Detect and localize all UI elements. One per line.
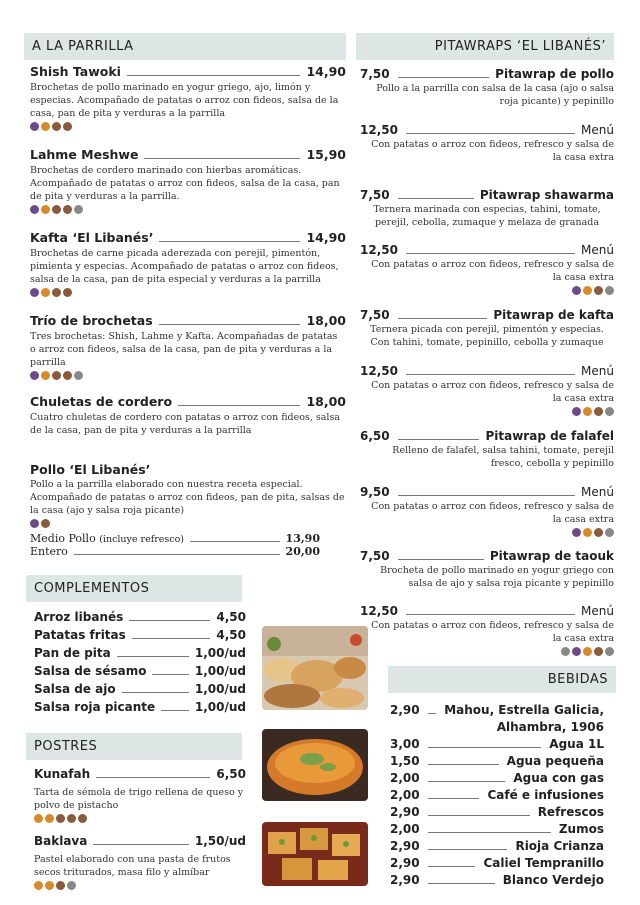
option-label: Medio Pollo [30, 532, 96, 545]
item-price: 1,50 [390, 754, 420, 768]
section-header-parrilla [24, 33, 346, 60]
section-title: PITAWRAPS ‘EL LIBANÉS’ [434, 39, 606, 54]
item-price: 2,90 [390, 703, 420, 717]
item-price: 7,50 [360, 308, 390, 322]
allergen-icon [30, 205, 39, 214]
allergen-icon [30, 519, 39, 528]
menu-item [30, 64, 346, 131]
list-item [390, 737, 604, 754]
allergen-icons [360, 407, 614, 416]
item-price: 2,90 [390, 873, 420, 887]
allergen-icon [41, 288, 50, 297]
item-price: 18,00 [306, 313, 346, 328]
allergen-icon [41, 371, 50, 380]
item-price: 2,90 [390, 805, 420, 819]
item-price: 4,50 [216, 610, 246, 624]
allergen-icons [30, 205, 346, 214]
list-item [390, 856, 604, 873]
option-note: (incluye refresco) [99, 534, 185, 545]
menu-description: Con patatas o arroz con fideos, refresco y salsa de la casa extra [371, 501, 614, 525]
menu-label: Menú [581, 604, 614, 618]
list-item [390, 873, 604, 890]
allergen-icon [74, 371, 83, 380]
menu-label: Menú [581, 485, 614, 499]
item-price: 4,50 [216, 628, 246, 642]
allergen-icon [34, 881, 43, 890]
allergen-icon [572, 286, 581, 295]
item-name: Pollo ‘El Libanés’ [30, 462, 151, 477]
allergen-icon [30, 371, 39, 380]
allergen-icon [63, 205, 72, 214]
allergen-icon [30, 288, 39, 297]
allergen-icon [583, 407, 592, 416]
allergen-icon [572, 647, 581, 656]
allergen-icon [63, 371, 72, 380]
pitawrap-item [360, 429, 614, 470]
allergen-icon [67, 881, 76, 890]
list-item [390, 839, 604, 856]
allergen-icon [583, 286, 592, 295]
allergen-icon [56, 814, 65, 823]
menu-price: 12,50 [360, 123, 398, 137]
allergen-icon [63, 288, 72, 297]
item-price: 7,50 [360, 67, 390, 81]
menu-price: 12,50 [360, 604, 398, 618]
section-header-postres [26, 733, 242, 760]
allergen-icons [30, 371, 346, 380]
allergen-icons [34, 881, 246, 890]
list-item [390, 703, 604, 720]
item-description: Tarta de sémola de trigo rellena de queso y polvo de pistacho [34, 787, 244, 811]
allergen-icons [360, 528, 614, 537]
menu-item [30, 230, 346, 297]
pitawrap-item [360, 308, 614, 349]
pitawrap-menu [360, 243, 614, 295]
allergen-icon [52, 288, 61, 297]
section-header-pitawraps [356, 33, 614, 60]
menu-description: Con patatas o arroz con fideos, refresco y salsa de la casa extra [371, 380, 614, 404]
item-name: Kafta ‘El Libanés’ [30, 230, 154, 245]
allergen-icon [63, 122, 72, 131]
item-price: 2,00 [390, 771, 420, 785]
allergen-icons [360, 286, 614, 295]
allergen-icon [45, 881, 54, 890]
item-price: 1,00/ud [194, 700, 246, 714]
item-name: Salsa de sésamo [34, 664, 147, 678]
allergen-icon [67, 814, 76, 823]
item-name: Pitawrap shawarma [479, 188, 614, 202]
menu-item [30, 313, 346, 380]
allergen-icon [594, 528, 603, 537]
item-price: 1,50/ud [194, 834, 246, 848]
allergen-icon [605, 286, 614, 295]
allergen-icon [572, 528, 581, 537]
item-name: Zumos [558, 822, 604, 836]
item-description: Brocheta de pollo marinado en yogur griego con salsa de ajo y salsa roja picante y pepinillo [380, 565, 614, 589]
menu-price: 9,50 [360, 485, 390, 499]
pitawrap-item [360, 67, 614, 108]
allergen-icon [594, 407, 603, 416]
item-price: 2,00 [390, 788, 420, 802]
pollo-option [30, 545, 320, 558]
list-item [34, 834, 246, 852]
complementos-list [34, 610, 246, 718]
item-description: Pollo a la parrilla elaborado con nuestra receta especial. Acompañado de patatas o arroz con fideos, pan de pita, salsas de la casa (ajo y salsa roja picante) [30, 479, 345, 516]
allergen-icons [30, 288, 346, 297]
allergen-icon [56, 881, 65, 890]
item-name: Rioja Crianza [515, 839, 604, 853]
item-name: Pitawrap de pollo [495, 67, 614, 81]
list-item [390, 754, 604, 771]
allergen-icon [30, 122, 39, 131]
item-name: Refrescos [537, 805, 604, 819]
section-title: COMPLEMENTOS [34, 581, 150, 596]
item-price: 6,50 [360, 429, 390, 443]
menu-description: Con patatas o arroz con fideos, refresco y salsa de la casa extra [371, 620, 614, 644]
allergen-icon [594, 647, 603, 656]
item-name: Baklava [34, 834, 88, 848]
item-price: 14,90 [306, 64, 346, 79]
allergen-icon [52, 371, 61, 380]
section-header-complementos [26, 575, 242, 602]
list-item-continuation [390, 720, 604, 737]
item-name: Pan de pita [34, 646, 111, 660]
allergen-icon [45, 814, 54, 823]
item-name: Patatas fritas [34, 628, 126, 642]
pitawrap-menu [360, 604, 614, 656]
item-price: 1,00/ud [194, 682, 246, 696]
item-name: Caliel Tempranillo [483, 856, 604, 870]
list-item [34, 628, 246, 646]
allergen-icon [34, 814, 43, 823]
item-description: Relleno de falafel, salsa tahini, tomate, perejil fresco, cebolla y pepinillo [392, 445, 614, 469]
menu-label: Menú [581, 364, 614, 378]
item-name: Café e infusiones [487, 788, 604, 802]
item-price: 1,00/ud [194, 664, 246, 678]
item-price: 3,00 [390, 737, 420, 751]
allergen-icon [74, 205, 83, 214]
menu-label: Menú [581, 123, 614, 137]
food-photo-kunafah [262, 729, 368, 801]
item-description: Pastel elaborado con una pasta de frutos secos triturados, masa filo y almíbar [34, 854, 231, 878]
food-photo-baklava [262, 822, 368, 886]
list-item [390, 771, 604, 788]
menu-price: 12,50 [360, 243, 398, 257]
list-item [390, 822, 604, 839]
menu-item [30, 462, 346, 558]
item-price: 15,90 [306, 147, 346, 162]
item-price: 14,90 [306, 230, 346, 245]
item-name: Shish Tawoki [30, 64, 121, 79]
option-price: 13,90 [285, 532, 320, 545]
item-name: Arroz libanés [34, 610, 124, 624]
item-description: Brochetas de pollo marinado en yogur griego, ajo, limón y especias. Acompañado de patatas o arroz con fideos, salsa de la casa, pan de pita y verduras a la parrilla [30, 82, 339, 119]
item-price: 2,00 [390, 822, 420, 836]
item-description: Ternera picada con perejil, pimentón y especias. Con tahini, tomate, pepinillo, cebolla y zumaque [370, 324, 604, 348]
postre-item [34, 767, 246, 823]
allergen-icon [41, 519, 50, 528]
allergen-icon [583, 528, 592, 537]
allergen-icon [41, 205, 50, 214]
item-price: 18,00 [306, 394, 346, 409]
pitawrap-item [360, 188, 614, 229]
menu-item [30, 394, 346, 437]
item-name: Mahou, Estrella Galicia, [444, 703, 604, 717]
allergen-icon [78, 814, 87, 823]
item-name: Agua con gas [513, 771, 604, 785]
section-header-bebidas [388, 666, 616, 693]
item-description: Ternera marinada con especias, tahini, tomate, perejil, cebolla, zumaque y melaza de granada [373, 204, 601, 228]
allergen-icon [41, 122, 50, 131]
section-title: POSTRES [34, 739, 98, 754]
menu-description: Con patatas o arroz con fideos, refresco y salsa de la casa extra [371, 259, 614, 283]
list-item [34, 700, 246, 718]
menu-description: Con patatas o arroz con fideos, refresco y salsa de la casa extra [371, 139, 614, 163]
section-title: BEBIDAS [547, 672, 608, 687]
item-name: Lahme Meshwe [30, 147, 139, 162]
item-name: Chuletas de cordero [30, 394, 173, 409]
allergen-icon [605, 407, 614, 416]
allergen-icon [605, 647, 614, 656]
item-description: Brochetas de cordero marinado con hierbas aromáticas. Acompañado de patatas o arroz con fideos, salsa de la casa, pan de pita y verduras a la parrilla. [30, 165, 340, 202]
item-name: Blanco Verdejo [502, 873, 604, 887]
item-name: Alhambra, 1906 [496, 720, 604, 734]
allergen-icons [360, 647, 614, 656]
menu-item [30, 147, 346, 214]
item-name: Trío de brochetas [30, 313, 153, 328]
section-title: A LA PARRILLA [32, 39, 134, 54]
allergen-icon [52, 205, 61, 214]
allergen-icon [605, 528, 614, 537]
list-item [390, 788, 604, 805]
pitawrap-menu [360, 485, 614, 537]
item-name: Salsa roja picante [34, 700, 156, 714]
allergen-icon [583, 647, 592, 656]
pitawrap-menu [360, 364, 614, 416]
allergen-icon [561, 647, 570, 656]
item-description: Brochetas de carne picada aderezada con perejil, pimentón, pimienta y especias. Acompañado de patatas o arroz con fideos, salsa de la casa, pan de pita especial y verduras a la parrilla [30, 248, 339, 285]
item-name: Kunafah [34, 767, 91, 781]
item-price: 1,00/ud [194, 646, 246, 660]
list-item [34, 610, 246, 628]
list-item [34, 664, 246, 682]
item-description: Cuatro chuletas de cordero con patatas o arroz con fideos, salsa de la casa, pan de pita y verduras a la parrilla [30, 412, 341, 436]
item-name: Agua pequeña [506, 754, 604, 768]
allergen-icons [30, 519, 346, 528]
item-price: 7,50 [360, 549, 390, 563]
bebidas-list [390, 703, 604, 890]
menu-label: Menú [581, 243, 614, 257]
item-price: 7,50 [360, 188, 390, 202]
list-item [34, 682, 246, 700]
item-price: 2,90 [390, 839, 420, 853]
allergen-icon [594, 286, 603, 295]
list-item [390, 805, 604, 822]
item-description: Tres brochetas: Shish, Lahme y Kafta. Acompañadas de patatas o arroz con fideos, salsa de la casa, pan de pita y verduras a la parrilla [30, 331, 338, 368]
item-name: Pitawrap de kafta [493, 308, 614, 322]
item-price: 2,90 [390, 856, 420, 870]
item-description: Pollo a la parrilla con salsa de la casa (ajo o salsa roja picante) y pepinillo [376, 83, 614, 107]
item-name: Agua 1L [549, 737, 604, 751]
menu-price: 12,50 [360, 364, 398, 378]
pitawrap-item [360, 549, 614, 590]
option-label: Entero [30, 545, 68, 558]
allergen-icons [30, 122, 346, 131]
list-item [34, 767, 246, 785]
pitawrap-menu [360, 123, 614, 164]
option-price: 20,00 [285, 545, 320, 558]
item-name: Pitawrap de taouk [489, 549, 614, 563]
item-price: 6,50 [216, 767, 246, 781]
list-item [34, 646, 246, 664]
allergen-icon [52, 122, 61, 131]
allergen-icons [34, 814, 246, 823]
food-photo-pita-bread [262, 626, 368, 710]
pollo-option [30, 532, 320, 545]
postre-item [34, 834, 246, 890]
item-name: Pitawrap de falafel [485, 429, 614, 443]
allergen-icon [572, 407, 581, 416]
item-name: Salsa de ajo [34, 682, 116, 696]
